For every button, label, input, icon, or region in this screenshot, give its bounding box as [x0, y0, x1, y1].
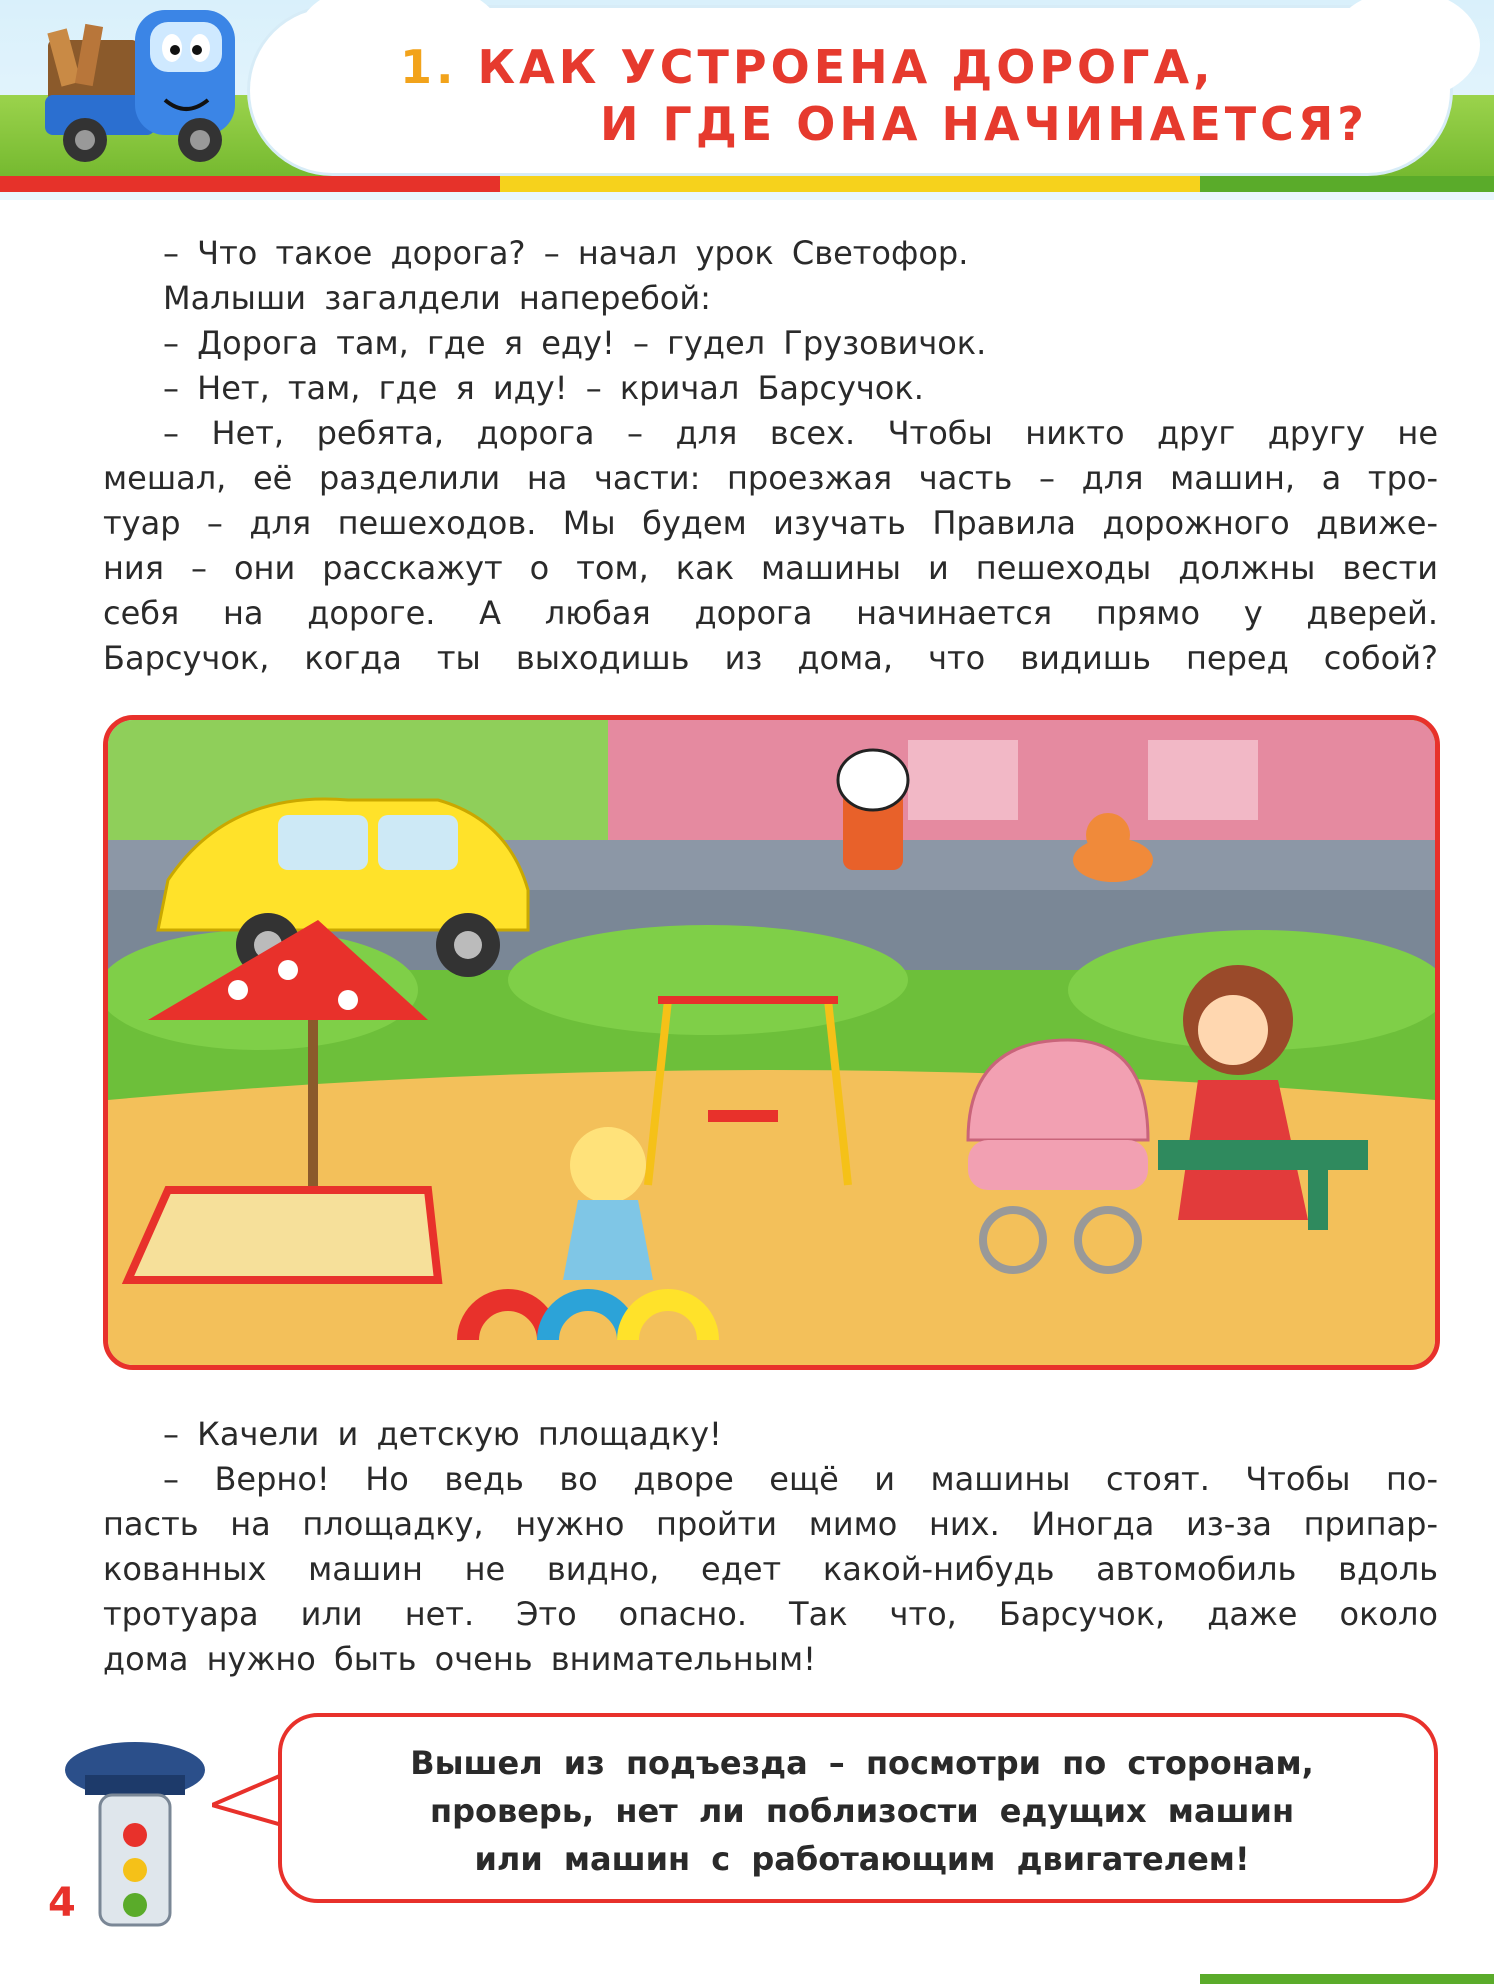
rule-text-line: Вышел из подъезда – посмотри по сторонам, [410, 1744, 1314, 1782]
text-line: – Дорога там, где я еду! – гудел Грузовичок. [163, 324, 987, 362]
text-line: – Качели и детскую площадку! [163, 1415, 722, 1453]
text-line: – Нет, там, где я иду! – кричал Барсучок. [163, 369, 924, 407]
text-line: ния – они расскажут о том, как машины и пешеходы должны вести [103, 549, 1438, 587]
text-line: – Что такое дорога? – начал урок Светофор. [163, 234, 969, 272]
text-line: мешал, её разделили на части: проезжая часть – для машин, а тро- [103, 459, 1438, 497]
text-line: дома нужно быть очень внимательным! [103, 1640, 816, 1678]
chapter-title-line-1 [400, 40, 1215, 94]
playground-scene [108, 720, 1435, 1365]
rule-speech-bubble [278, 1713, 1438, 1903]
playground-illustration [103, 715, 1440, 1370]
story-text-block-2 [103, 1412, 1438, 1682]
chapter-title-line-2: И ГДЕ ОНА НАЧИНАЕТСЯ? [600, 97, 1368, 151]
text-line: – Верно! Но ведь во дворе ещё и машины стоят. Чтобы по- [163, 1460, 1438, 1498]
story-text-block-1 [103, 231, 1438, 681]
text-line: Барсучок, когда ты выходишь из дома, что видишь перед собой? [103, 639, 1438, 677]
text-line: пасть на площадку, нужно пройти мимо них. Иногда из-за припар- [103, 1505, 1438, 1543]
rule-text-line: проверь, нет ли поблизости едущих машин [429, 1792, 1295, 1830]
rule-text-line: или машин с работающим двигателем! [474, 1840, 1250, 1878]
text-line: кованных машин не видно, едет какой-нибудь автомобиль вдоль [103, 1550, 1438, 1588]
header-stripe-red [0, 176, 500, 192]
text-line: туар – для пешеходов. Мы будем изучать Правила дорожного движе- [103, 504, 1438, 542]
chapter-title-text-1: КАК УСТРОЕНА ДОРОГА, [477, 40, 1215, 94]
footer-stripe [1200, 1974, 1494, 1984]
page-number: 4 [48, 1880, 76, 1926]
page-header [0, 0, 1494, 200]
truck-character-illustration [40, 0, 260, 175]
text-line: Малыши загалдели наперебой: [163, 279, 711, 317]
header-stripe-green [1200, 176, 1494, 192]
text-line: тротуара или нет. Это опасно. Так что, Барсучок, даже около [103, 1595, 1438, 1633]
traffic-light-character-illustration [60, 1730, 220, 1940]
chapter-number: 1. [400, 40, 458, 94]
text-line: – Нет, ребята, дорога – для всех. Чтобы никто друг другу не [163, 414, 1438, 452]
header-stripe-yellow [500, 176, 1200, 192]
text-line: себя на дороге. А любая дорога начинается прямо у дверей. [103, 594, 1438, 632]
